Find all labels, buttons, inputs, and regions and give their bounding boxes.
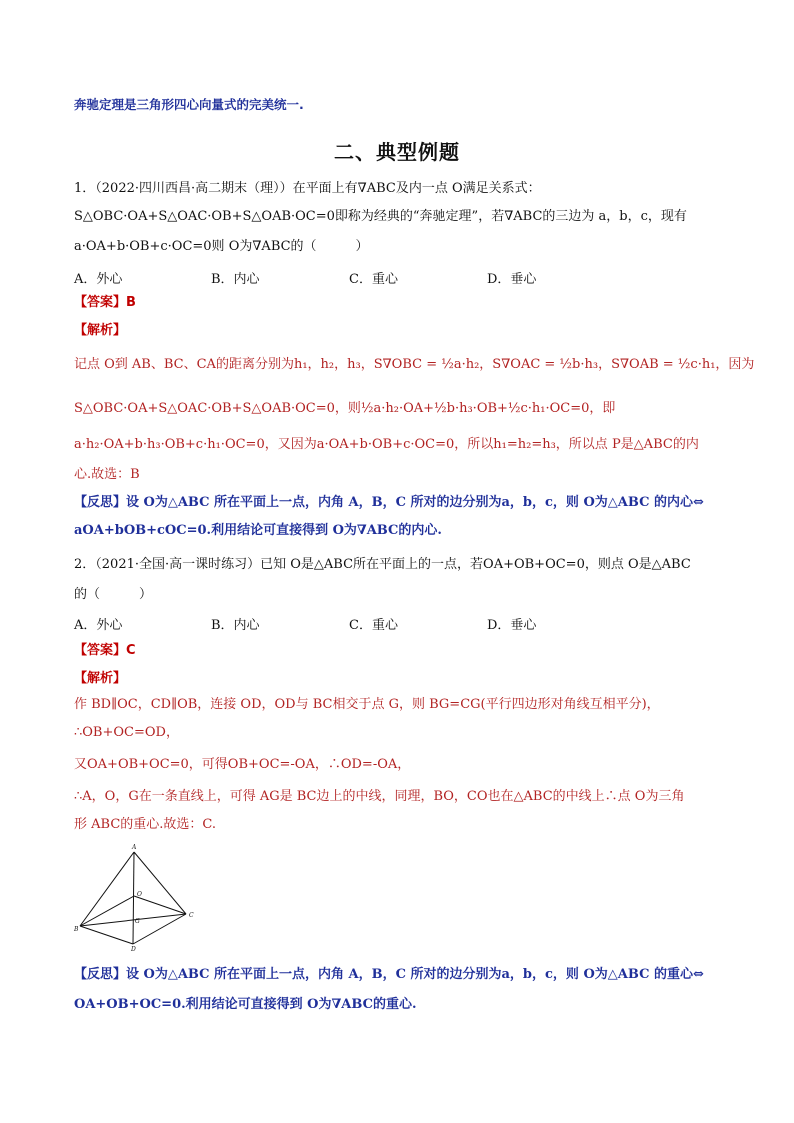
label-d: D — [131, 946, 136, 952]
q2-reflection-line2: OA+OB+OC=0.利用结论可直接得到 O为∇ABC的重心. — [74, 997, 417, 1012]
q1-reflection-line1: 【反思】设 O为△ABC 所在平面上一点，内角 A，B，C 所对的边分别为a，b，c，则 O为△ABC 的内心⇔ — [74, 495, 704, 510]
q2-solution-line1: 作 BD∥OC，CD∥OB，连接 OD，OD与 BC相交于点 G，则 BG=CG(平行四边形对角线互相平分)， — [74, 697, 660, 712]
q2-solution-line4: ∴A，O，G在一条直线上，可得 AG是 BC边上的中线，同理，BO，CO也在△ABC的中线上∴点 O为三角 — [74, 789, 685, 804]
q1-option-d: D．垂心 — [487, 272, 537, 287]
q1-answer: 【答案】B — [74, 295, 136, 310]
label-b: B — [74, 926, 79, 933]
segment-bd — [80, 926, 133, 944]
q2-analysis-label: 【解析】 — [74, 671, 127, 686]
q1-solution-line2: S△OBC·OA+S△OAC·OB+S△OAB·OC=0，则½a·h₂·OA+½b·h₃·OB+½c·h₁·OC=0，即 — [74, 401, 616, 416]
q1-stem-line2: S△OBC·OA+S△OAC·OB+S△OAB·OC=0即称为经典的“奔驰定理”，若∇ABC的三边为 a，b，c，现有 — [74, 209, 687, 224]
label-o: O — [137, 891, 142, 898]
q1-analysis-label: 【解析】 — [74, 323, 127, 338]
q1-stem-line1: 1．（2022·四川西昌·高二期末（理））在平面上有∇ABC及内一点 O满足关系式： — [74, 181, 541, 196]
q2-solution-line5: 形 ABC的重心.故选：C. — [74, 817, 217, 832]
q2-option-c: C．重心 — [349, 618, 398, 633]
median-ad — [133, 852, 134, 944]
segment-cd — [133, 914, 186, 944]
q2-option-d: D．垂心 — [487, 618, 537, 633]
q2-stem-line2: 的（ ） — [74, 587, 153, 602]
q2-reflection-line1: 【反思】设 O为△ABC 所在平面上一点，内角 A，B，C 所对的边分别为a，b，c，则 O为△ABC 的重心⇔ — [74, 967, 704, 982]
q2-stem-line1: 2．（2021·全国·高一课时练习）已知 O是△ABC所在平面上的一点，若OA+OB+OC=0，则点 O是△ABC — [74, 557, 691, 572]
q1-stem-line3: a·OA+b·OB+c·OC=0则 O为∇ABC的（ ） — [74, 239, 369, 254]
segment-bo — [80, 896, 134, 926]
label-g: G — [135, 918, 140, 925]
q1-solution-line3: a·h₂·OA+b·h₃·OB+c·h₁·OC=0，又因为a·OA+b·OB+c·OC=0，所以h₁=h₂=h₃，所以点 P是△ABC的内 — [74, 437, 699, 452]
triangle-diagram — [72, 842, 202, 952]
label-c: C — [189, 912, 194, 919]
q2-solution-line2: ∴OB+OC=OD， — [74, 725, 179, 740]
intro-text: 奔驰定理是三角形四心向量式的完美统一. — [74, 97, 304, 112]
q2-solution-line3: 又OA+OB+OC=0，可得OB+OC=-OA，∴OD=-OA， — [74, 757, 411, 772]
edge-ab — [80, 852, 134, 926]
q1-option-c: C．重心 — [349, 272, 398, 287]
section-title: 二、典型例题 — [334, 140, 460, 164]
q1-option-a: A．外心 — [74, 272, 123, 287]
q1-solution-line1: 记点 O到 AB、BC、CA的距离分别为h₁，h₂，h₃，S∇OBC = ½a·h₂，S∇OAC = ½b·h₃，S∇OAB = ½c·h₁，因为 — [74, 357, 755, 372]
q2-option-a: A．外心 — [74, 618, 123, 633]
q1-solution-line4: 心.故选：B — [74, 467, 140, 482]
q1-reflection-line2: aOA+bOB+cOC=0.利用结论可直接得到 O为∇ABC的内心. — [74, 523, 442, 538]
q2-option-b: B．内心 — [211, 618, 260, 633]
q1-option-b: B．内心 — [211, 272, 260, 287]
label-a: A — [132, 844, 137, 851]
q2-answer: 【答案】C — [74, 643, 136, 658]
